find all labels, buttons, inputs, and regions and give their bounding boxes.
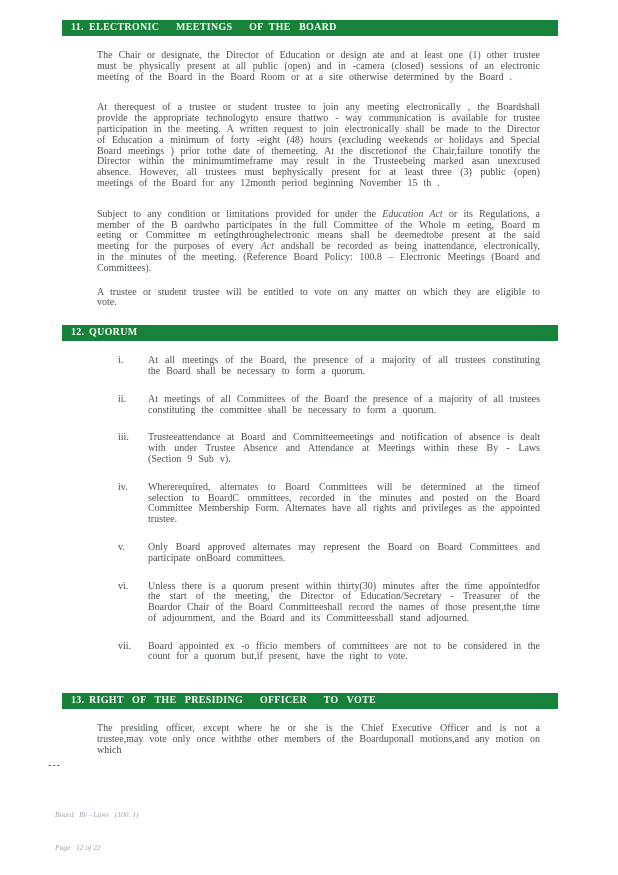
list-item-text: Whererequired, alternates to Board Committees will be determined at the timeof selection to BoardC ommittees, recorded in the minutes and posted on the Board Committee Membership Form. Alternates have all rights and privileges as the appointed trustee. — [148, 481, 540, 526]
section-title: QUORUM — [89, 327, 138, 339]
list-item-text: At all meetings of the Board, the presence of a majority of all trustees constituting the Board shall be necessary to form a quorum. — [148, 355, 540, 377]
paragraph: The Chair or designate, the Director of Education or design ate and at least one (1) other trustee must be physically present at all public (open) and in -camera (closed) sessions of an electronic meeting of the Board in the Board Room or at a site otherwise determined by the Board . — [97, 50, 540, 83]
list-item — [118, 543, 540, 565]
list-marker: i. — [118, 355, 124, 367]
list-item — [118, 582, 540, 625]
section-header-right-of-presiding-officer — [62, 693, 558, 709]
list-item — [118, 483, 540, 526]
document-page — [0, 20, 618, 852]
list-item-text: At meetings of all Committees of the Board the presence of a majority of all trustees constituting the committee shall be necessary to form a quorum. — [148, 393, 540, 416]
list-marker: vi. — [118, 580, 129, 592]
page-footer — [55, 787, 618, 875]
list-item — [118, 356, 540, 378]
list-marker: iv. — [118, 481, 128, 493]
list-marker: ii. — [118, 393, 127, 405]
list-item-text: Trusteeattendance at Board and Committeemeetings and notification of absence is dealt with under Trustee Absence and Attendance at Meetings within these By - Laws (Section 9 Sub v). — [148, 432, 540, 465]
paragraph: At therequest of a trustee or student trustee to join any meeting electronically , the Boardshall provide the appropriate technologyto ensure thattwo - way communication is available for trustee participation in the meeting. A written request to join electronically shall be made to the Director of Education a minimum of forty -eight (48) hours (excluding weekends or holidays and Special Board meetings ) prior tothe date of themeeting. At the discretionof the Chair,failure tonotify the Director within the minimumtimeframe may result in the Trusteebeing marked asan unexcused absence. However, all trustees must bephysically present for at least three (3) public (open) meetings of the Board for any 12month period beginning November 15 th . — [97, 102, 540, 189]
section-title: ELECTRONIC MEETINGS OF THE BOARD — [89, 22, 337, 33]
list-item — [118, 395, 540, 417]
list-item-text: Unless there is a quorum present within thirty(30) minutes after the time appointedfor the start of the meeting, the Director of Education/Secretary - Treasurer of the Boardor Chair of the Board Committeeshall record the names of those present,the time of adjournment, and the Board and its Committeesshall stand adjourned. — [148, 580, 540, 624]
paragraph: A trustee or student trustee will be entitled to vote on any matter on which they are eligible to vote. — [97, 286, 540, 309]
list-marker: vii. — [118, 640, 132, 652]
margin-dashes: --- — [48, 759, 61, 771]
section-number: 13. — [71, 695, 85, 707]
list-item-text: Board appointed ex -o fficio members of committees are not to be considered in the count for a quorum but,if present, have the right to vote. — [148, 640, 540, 663]
section-number: 12. — [71, 327, 85, 339]
list-marker: v. — [118, 541, 125, 553]
list-marker: iii. — [118, 432, 129, 444]
list-item — [118, 642, 540, 664]
paragraph: Subject to any condition or limitations provided for under the Education Act or its Regulations, a member of the B oardwho participates in the full Committee of the Whole m eeting, Board m eeting or Committee m eetingthroughelectronic means shall be deemedtobe present at the said meeting for the purposes of every Act andshall be recorded as being inattendance, electronically, in the minutes of the meeting. (Reference Board Policy: 100.8 – Electronic Meetings (Board and Committees). — [97, 208, 541, 274]
paragraph: The presiding officer, except where he or she is the Chief Executive Officer and is not a trustee,may vote only once withthe other members of the Boarduponall motions,and any motion on which — [97, 723, 540, 756]
list-item — [118, 433, 540, 465]
section-title: RIGHT OF THE PRESIDING OFFICER TO VOTE — [89, 695, 377, 707]
footer-page-number: Page 12 of 22 — [55, 842, 101, 852]
footer-document-title: Board By - Laws (100. 1) — [55, 809, 139, 819]
section-header-quorum — [62, 325, 558, 341]
section-number: 11. — [71, 22, 84, 33]
section-header-electronic-meetings — [62, 20, 558, 36]
list-item-text: Only Board approved alternates may represent the Board on Board Committees and participate onBoard committees. — [148, 541, 540, 564]
